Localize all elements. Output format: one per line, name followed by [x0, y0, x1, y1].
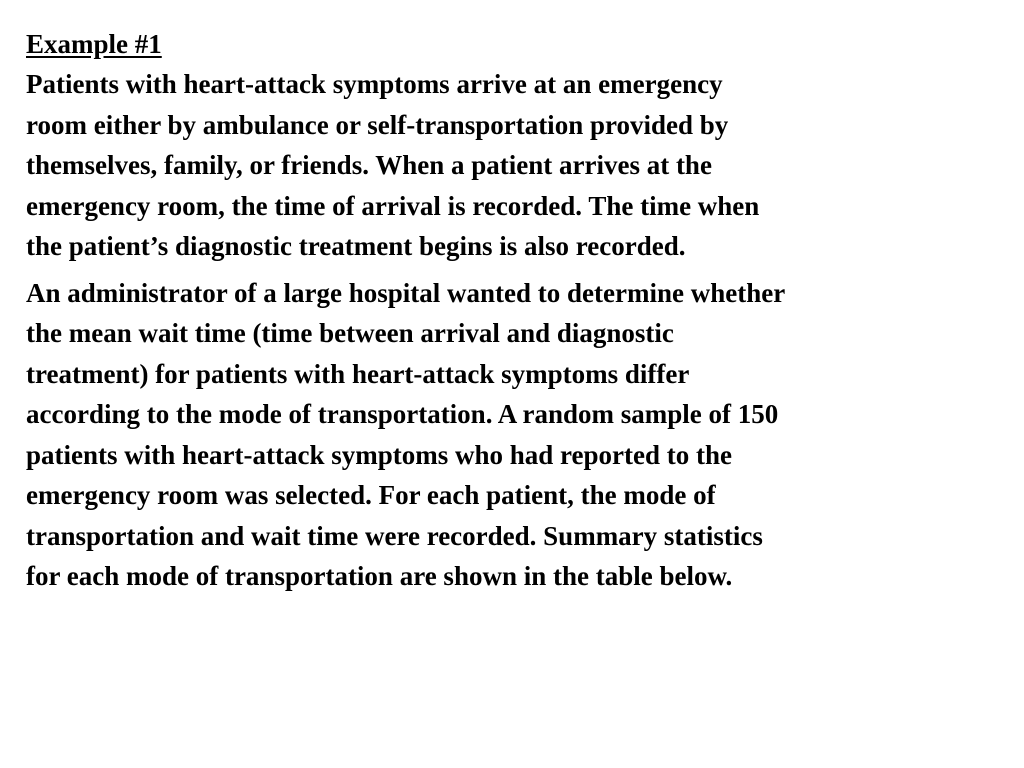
- paragraph-context: Patients with heart-attack symptoms arrive at an emergency room either by ambulance or self-transportation provided by themselves, family, or friends. When a patient arrives at the emergency room, the time of arrival is recorded. The time when the patient’s diagnostic treatment begins is also recorded.: [26, 69, 760, 261]
- paragraph-study-description: An administrator of a large hospital wanted to determine whether the mean wait time (time between arrival and diagnostic treatment) for patients with heart-attack symptoms differ according to the mode of transportation. A random sample of 150 patients with heart-attack symptoms who had reported to the emergency room was selected. For each patient, the mode of transportation and wait time were recorded. Summary statistics for each mode of transportation are shown in the table below.: [26, 277, 786, 591]
- example-heading: Example #1: [26, 29, 162, 59]
